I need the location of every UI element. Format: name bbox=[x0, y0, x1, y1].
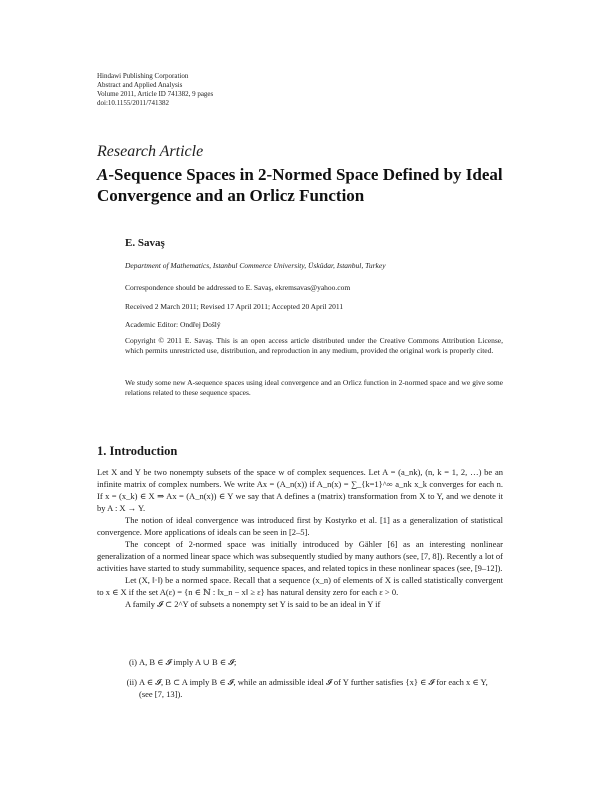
title-lead: A bbox=[97, 165, 109, 184]
list-marker: (i) bbox=[128, 657, 137, 667]
section-heading: 1. Introduction bbox=[97, 444, 178, 458]
title-rest: -Sequence Spaces in 2-Normed Space Defined by Ideal Convergence and an Orlicz Function bbox=[97, 165, 503, 205]
academic-editor: Academic Editor: Ondřej Došlý bbox=[125, 320, 221, 329]
doi-line: doi:10.1155/2011/741382 bbox=[97, 99, 170, 107]
paper-title bbox=[97, 164, 517, 206]
publication-info bbox=[97, 72, 213, 108]
paragraph: The notion of ideal convergence was introduced first by Kostyrko et al. [1] as a generalization of statistical convergence. More applications of ideals can be seen in [2–5]. bbox=[97, 515, 503, 537]
article-type: Research Article bbox=[97, 143, 204, 160]
copyright-notice: Copyright © 2011 E. Savaş. This is an open access article distributed under the Creative Commons Attribution License, which permits unrestricted use, distribution, and reproduction in any medium, provided the original work is properly cited. bbox=[125, 336, 503, 355]
affiliation: Department of Mathematics, Istanbul Commerce University, Üsküdar, Istanbul, Turkey bbox=[125, 261, 386, 270]
paragraph: Let (X, ‖·‖) be a normed space. Recall that a sequence (x_n) of elements of X is called statistically convergent to x ∈ X if the set A(ε) = {n ∈ ℕ : ‖x_n − x‖ ≥ ε} has natural density zero for each ε > 0. bbox=[97, 575, 503, 597]
publisher-line: Hindawi Publishing Corporation bbox=[97, 72, 189, 80]
correspondence: Correspondence should be addressed to E. Savaş, ekremsavas@yahoo.com bbox=[125, 283, 351, 292]
section-body bbox=[97, 466, 503, 610]
abstract: We study some new A-sequence spaces using ideal convergence and an Orlicz function in 2-normed space and we give some relations related to these sequence spaces. bbox=[125, 378, 503, 397]
dates: Received 2 March 2011; Revised 17 April 2011; Accepted 20 April 2011 bbox=[125, 302, 344, 311]
paragraph: Let X and Y be two nonempty subsets of the space w of complex sequences. Let A = (a_nk), (n, k = 1, 2, …) be an infinite matrix of complex numbers. We write Ax = (A_n(x)) if A_n(x) = ∑_{k=1}^∞ a_nk x_k converges for each n. If x = (x_k) ∈ X ⇒ Ax = (A_n(x)) ∈ Y we say that A defines a (matrix) transformation from X to Y, and we denote it by A : X → Y. bbox=[97, 467, 503, 513]
author-name: E. Savaş bbox=[125, 237, 165, 249]
list-marker: (ii) bbox=[126, 677, 137, 687]
volume-line: Volume 2011, Article ID 741382, 9 pages bbox=[97, 90, 214, 98]
list-text: A ∈ 𝓘, B ⊂ A imply B ∈ 𝓘, while an admissible ideal 𝓘 of Y further satisfies {x} ∈ 𝓘 for each x ∈ Y, (see [7, 13]). bbox=[139, 677, 488, 699]
paragraph: The concept of 2-normed space was initially introduced by Gähler [6] as an interesting nonlinear generalization of a normed linear space which was subsequently studied by many authors (see, [7, 8]). Recently a lot of activities have started to study summability, sequence spaces, and related topics in these nonlinear spaces (see, [9–12]). bbox=[97, 539, 503, 573]
journal-line: Abstract and Applied Analysis bbox=[97, 81, 183, 89]
paragraph: A family 𝓘 ⊂ 2^Y of subsets a nonempty set Y is said to be an ideal in Y if bbox=[125, 599, 381, 609]
list-text: A, B ∈ 𝓘 imply A ∪ B ∈ 𝓘; bbox=[139, 657, 237, 667]
